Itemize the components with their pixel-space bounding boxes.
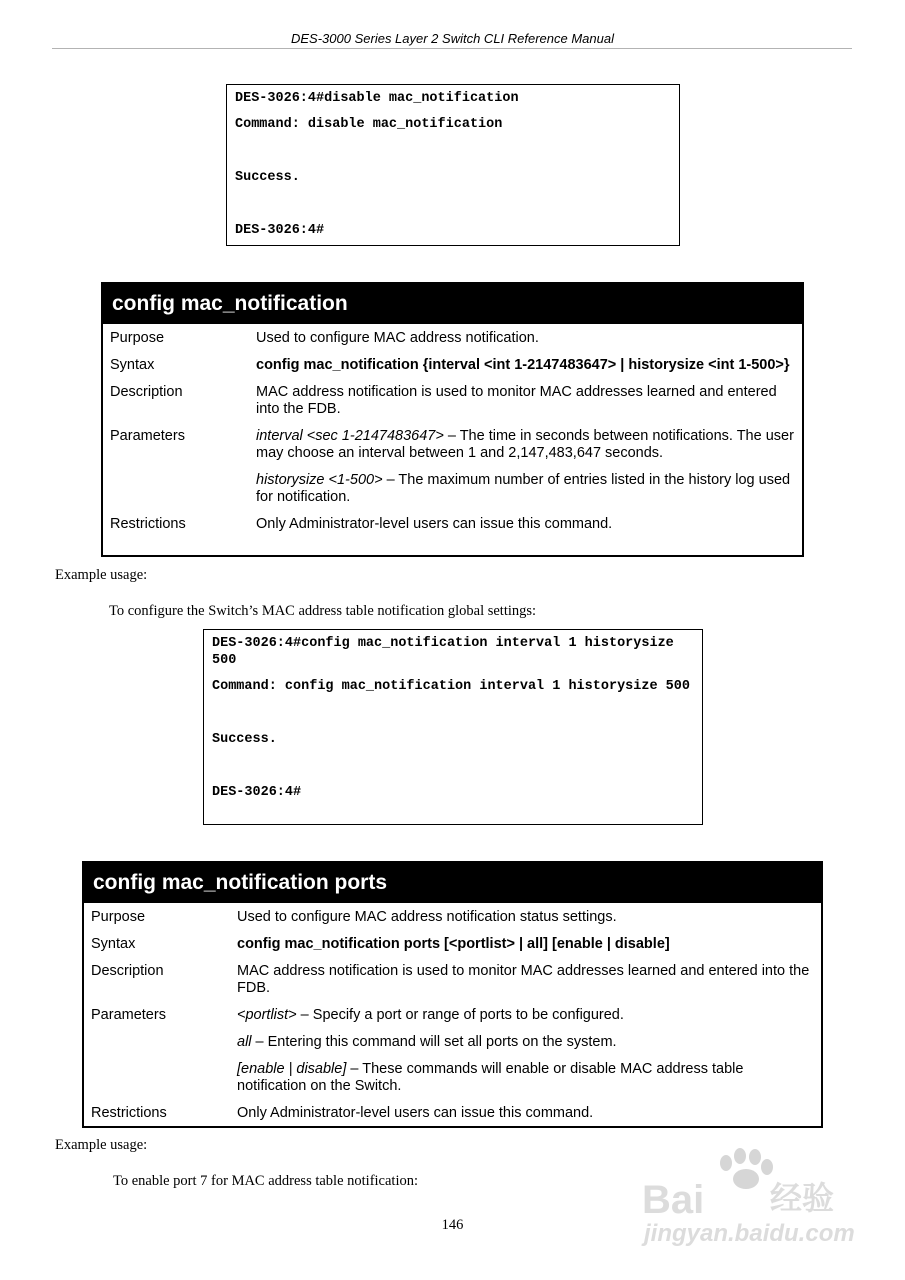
- row-label: Description: [91, 963, 164, 979]
- row-label: Purpose: [91, 909, 146, 925]
- page-number: 146: [441, 1217, 464, 1233]
- row-label: Syntax: [110, 357, 155, 373]
- command-table-config-mac-notification: [101, 282, 804, 557]
- row-value: Only Administrator-level users can issue this command.: [256, 516, 613, 532]
- row-label: Parameters: [110, 428, 185, 444]
- row-value: Only Administrator-level users can issue this command.: [237, 1105, 594, 1121]
- parameter-text: – Specify a port or range of ports to be configured.: [296, 1007, 624, 1023]
- watermark-brand: Bai: [642, 1178, 705, 1222]
- parameter-entry: [237, 1007, 814, 1024]
- command-table-title: config mac_notification ports: [84, 863, 821, 903]
- parameter-term: <portlist>: [237, 1007, 297, 1023]
- parameter-term: all: [237, 1034, 252, 1050]
- parameter-entry: [237, 1034, 814, 1051]
- cli-line: Success.: [212, 732, 277, 747]
- row-value: Used to configure MAC address notification.: [256, 330, 539, 346]
- watermark-url: jingyan.baidu.com: [644, 1220, 855, 1247]
- parameter-entry: [256, 472, 795, 506]
- parameter-entry: [256, 428, 795, 462]
- row-value: [237, 1007, 814, 1095]
- example-intro-text: To enable port 7 for MAC address table notification:: [113, 1173, 419, 1189]
- row-label: Syntax: [91, 936, 136, 952]
- row-label: Parameters: [91, 1007, 166, 1023]
- header-divider: [52, 48, 852, 49]
- purpose-row: [84, 909, 821, 926]
- parameter-entry: [237, 1061, 814, 1095]
- row-value: MAC address notification is used to monitor MAC addresses learned and entered into the FDB.: [256, 384, 777, 417]
- description-row: [84, 963, 821, 997]
- cli-line: Command: disable mac_notification: [235, 117, 503, 132]
- parameter-term: interval <sec 1-2147483647>: [256, 428, 444, 444]
- row-value: config mac_notification {interval <int 1-2147483647> | historysize <int 1-500>}: [256, 357, 790, 373]
- syntax-row: [84, 936, 821, 953]
- cli-line: DES-3026:4#config mac_notification interval 1 historysize 500: [212, 636, 682, 668]
- cli-line: DES-3026:4#: [235, 223, 325, 238]
- cli-line: DES-3026:4#disable mac_notification: [235, 91, 519, 106]
- restrictions-row: [103, 516, 802, 533]
- parameter-text: – These commands will enable or disable MAC address table notification on the Switch.: [237, 1061, 744, 1094]
- row-label: Description: [110, 384, 183, 400]
- row-value: Used to configure MAC address notification status settings.: [237, 909, 617, 925]
- watermark-cn: 经验: [770, 1179, 835, 1217]
- row-value: MAC address notification is used to monitor MAC addresses learned and entered into the FDB.: [237, 963, 810, 996]
- example-usage-label: Example usage:: [55, 1137, 148, 1153]
- restrictions-row: [84, 1105, 821, 1122]
- cli-line: Command: config mac_notification interval 1 historysize 500: [212, 679, 690, 694]
- purpose-row: [103, 330, 802, 347]
- cli-example-box-config: [203, 629, 703, 825]
- description-row: [103, 384, 802, 418]
- parameter-text: – Entering this command will set all ports on the system.: [251, 1034, 617, 1050]
- parameter-text: – The maximum number of entries listed in the history log used for notification.: [256, 472, 791, 505]
- syntax-row: [103, 357, 802, 374]
- parameter-text: – The time in seconds between notifications. The user may choose an interval between 1 and 2,147,483,647 seconds.: [256, 428, 794, 461]
- command-table-config-mac-notification-ports: [82, 861, 823, 1128]
- parameters-row: [103, 428, 802, 506]
- cli-line: Success.: [235, 170, 300, 185]
- row-label: Purpose: [110, 330, 165, 346]
- parameter-term: historysize <1-500>: [256, 472, 383, 488]
- example-usage-label: Example usage:: [55, 567, 148, 583]
- manual-header-title: DES-3000 Series Layer 2 Switch CLI Reference Manual: [291, 31, 614, 46]
- cli-example-box-disable: [226, 84, 680, 246]
- parameter-term: [enable | disable]: [237, 1061, 347, 1077]
- command-table-title: config mac_notification: [103, 284, 802, 324]
- example-intro-text: To configure the Switch’s MAC address table notification global settings:: [109, 603, 537, 619]
- row-value: config mac_notification ports [<portlist> | all] [enable | disable]: [237, 936, 670, 952]
- parameters-row: [84, 1007, 821, 1095]
- paw-icon: [720, 1148, 773, 1189]
- row-value: [256, 428, 795, 506]
- row-label: Restrictions: [91, 1105, 167, 1121]
- row-label: Restrictions: [110, 516, 186, 532]
- cli-line: DES-3026:4#: [212, 785, 302, 800]
